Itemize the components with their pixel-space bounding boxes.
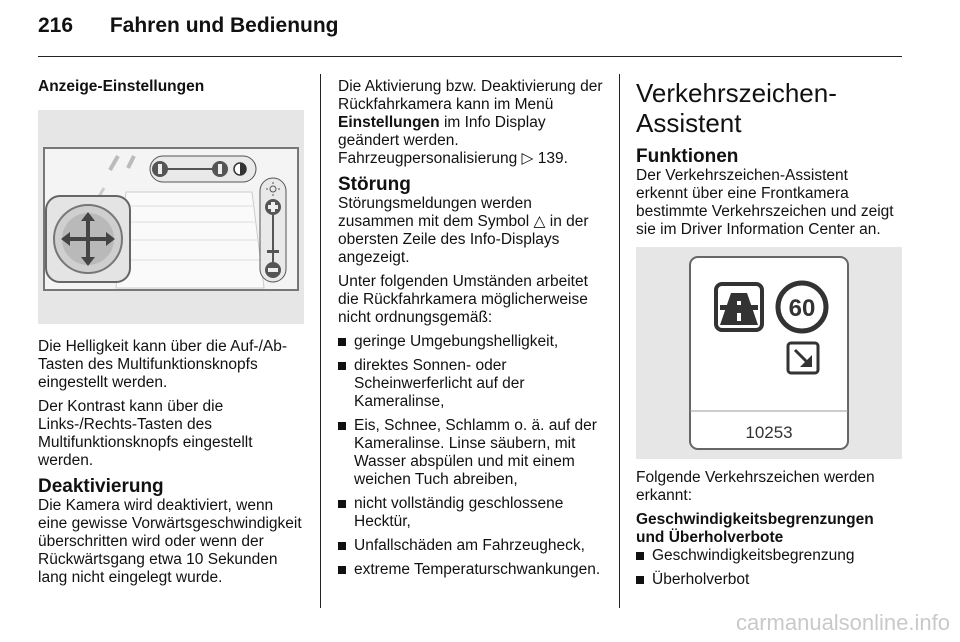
- recognized-heading: Geschwindigkeitsbegrenzungen und Überholverbote: [636, 511, 874, 546]
- page-ref-icon: ▷: [521, 150, 534, 167]
- stoerung-text: [338, 195, 604, 267]
- bullet-icon: [338, 542, 346, 550]
- bullet-icon: [338, 566, 346, 574]
- deaktivierung-heading: Deaktivierung: [38, 476, 164, 497]
- list-item: geringe Umgebungshelligkeit,: [338, 333, 604, 351]
- list-item: Eis, Schnee, Schlamm o. ä. auf der Kameralinse. Linse säubern, mit Wasser abspülen und mit einem weichen Tuch abreiben,: [338, 417, 604, 489]
- stoerung-text-b: in der obersten Zeile des Info-Displays angezeigt.: [338, 213, 589, 266]
- page-number: 216: [38, 14, 74, 37]
- bullet-icon: [338, 338, 346, 346]
- stoerung-heading: Störung: [338, 174, 411, 195]
- figure-caption: 10253: [745, 423, 793, 442]
- watermark: carmanualsonline.info: [735, 610, 950, 635]
- list-item: Geschwindigkeitsbegrenzung: [636, 547, 902, 565]
- contrast-slider: [150, 156, 256, 182]
- conditions-intro: Unter folgenden Umständen arbeitet die Rückfahrkamera möglicherweise nicht ordnungsgemäß:: [338, 273, 588, 326]
- bullet-icon: [338, 500, 346, 508]
- contrast-text: Der Kontrast kann über die Links-/Rechts-Tasten des Multifunktionsknopfs eingestellt werden.: [38, 398, 253, 469]
- header-rule: [38, 56, 902, 57]
- column-2: [338, 78, 604, 585]
- section-subheading: Anzeige-Einstellungen: [38, 78, 205, 95]
- bullet-icon: [636, 552, 644, 560]
- section-title: Verkehrszeichen-Assistent: [636, 78, 837, 138]
- column-3: [636, 78, 902, 595]
- list-item: Unfallschäden am Fahrzeugheck,: [338, 537, 604, 555]
- funktionen-heading: Funktionen: [636, 146, 739, 167]
- page-title: Fahren und Bedienung: [109, 14, 339, 37]
- page-header: [38, 14, 339, 38]
- list-item: extreme Temperaturschwankungen.: [338, 561, 604, 579]
- activation-text-a: Die Aktivierung bzw. Deaktivierung der Rückfahrkamera kann im Menü: [338, 78, 603, 113]
- column-divider-2: [619, 74, 620, 608]
- stoerung-text-a: Störungsmeldungen werden zusammen mit dem Symbol: [338, 195, 532, 230]
- bullet-icon: [338, 422, 346, 430]
- traffic-sign-figure: [636, 247, 902, 459]
- list-item: direktes Sonnen- oder Scheinwerferlicht auf der Kameralinse,: [338, 357, 604, 411]
- deaktivierung-text: Die Kamera wird deaktiviert, wenn eine gewisse Vorwärtsgeschwindigkeit überschritten wird oder wenn der Rückwärtsgang etwa 10 Sekunden lang nicht eingelegt wurde.: [38, 497, 302, 586]
- list-item: Überholverbot: [636, 571, 902, 589]
- brightness-text: Die Helligkeit kann über die Auf-/Ab-Tasten des Multifunktionsknopfs eingestellt werden.: [38, 338, 287, 391]
- menu-name: Einstellungen: [338, 114, 440, 131]
- warning-triangle-icon: △: [533, 213, 546, 230]
- column-divider-1: [320, 74, 321, 608]
- supplementary-arrow-icon: [788, 343, 818, 373]
- activation-text-b: im Info Display geändert werden. Fahrzeugpersonalisierung: [338, 114, 546, 167]
- recognized-intro: Folgende Verkehrszeichen werden erkannt:: [636, 469, 875, 504]
- conditions-list: [338, 333, 604, 579]
- brightness-slider: [260, 178, 286, 282]
- bullet-icon: [636, 576, 644, 584]
- column-1: [38, 78, 304, 593]
- multifunction-knob: [46, 196, 130, 282]
- speed-limit-sign-icon: [778, 283, 826, 331]
- display-settings-figure: [38, 110, 304, 324]
- page-ref: 139.: [537, 150, 568, 167]
- list-item: nicht vollständig geschlossene Hecktür,: [338, 495, 604, 531]
- activation-text: [338, 78, 604, 168]
- recognized-list: [636, 547, 902, 589]
- motorway-sign-icon: [716, 284, 762, 330]
- funktionen-text: Der Verkehrszeichen-Assistent erkennt über eine Frontkamera bestimmte Verkehrszeichen und zeigt sie im Driver Information Center an.: [636, 167, 894, 238]
- speed-value: 60: [788, 295, 816, 322]
- bullet-icon: [338, 362, 346, 370]
